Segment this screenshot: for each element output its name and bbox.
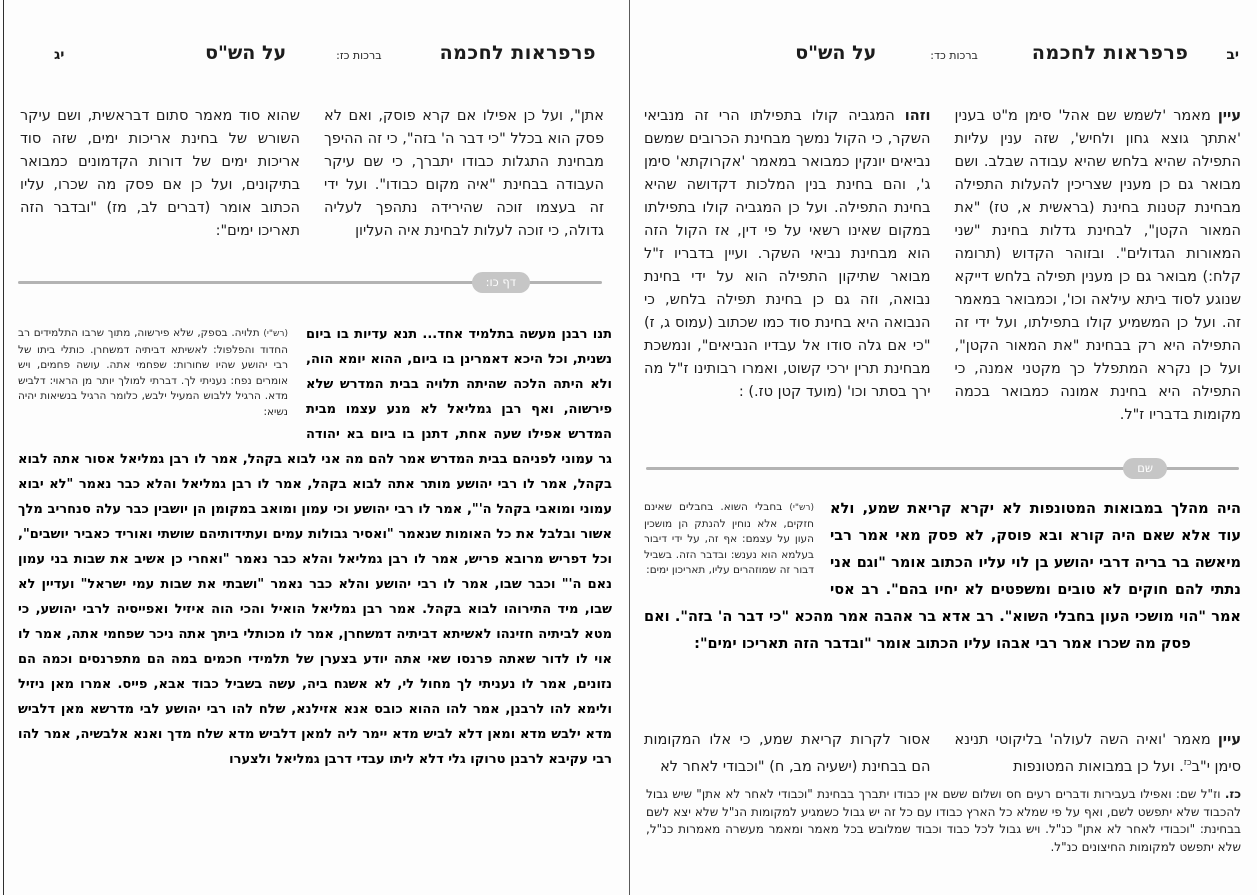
- page-header: [6, 42, 626, 64]
- gemara-section: [18, 322, 612, 772]
- rashi-commentary: [644, 500, 814, 579]
- book-title: פרפראות לחכמה: [1031, 42, 1189, 64]
- commentary-paragraph: [324, 105, 604, 243]
- series-title: על הש"ס: [795, 42, 877, 64]
- rashi-label: (רש"י): [789, 503, 814, 513]
- commentary-paragraph: [20, 105, 300, 243]
- rashi-label: (רש"י): [263, 329, 288, 339]
- commentary-paragraph: [644, 727, 931, 781]
- gemara-text: היה מהלך במבואות המטונפות לא יקרא קריאת שמע, ולא עוד אלא שאם היה קורא ובא פוסק, לא פסק מאי אמר רבי מיאשה בר בריה דרבי יהושע בן לוי עליו הכתוב אומר "וגם אני נתתי להם חוקים לא טובים ומשפטים לא יחיו בהם". רב אסי אמר "הוי מושכי העון בחבלי השוא". רב אדא בר אהבה אמר מהכא "כי דבר ה' בזה". ואם פסק מה שכרו אמר רבי אבהו עליו הכתוב אומר "ובדבר הזה תאריכו ימים":: [644, 501, 1241, 652]
- page-number: יג: [54, 47, 65, 63]
- book-title: פרפראות לחכמה: [439, 42, 596, 64]
- rashi-text: תלויה. בספק, שלא פירשוה, מתוך שרבו התלמידים רב החדוד והפלפול: לאשיתא דביתיה דמשחרן. כותלי ביתו של רבי יהושע שהיו שחורות: שפחמי אתה. עושה פחמים, ויש אומרים נפח: נעניתי לך. דברתי למולך יותר מן הראוי: דלביש מדא. הרגיל ללבוש המעיל ילבש, כלומר הרגיל בנשיאות יהיה נשיא:: [18, 327, 288, 418]
- commentary-paragraph: [955, 105, 1242, 427]
- footnote-number: כז.: [1224, 787, 1241, 801]
- gemara-section: [644, 496, 1241, 658]
- commentary-paragraph: [955, 727, 1242, 781]
- commentary-columns: [644, 712, 1241, 795]
- paragraph-lead-word: עיין: [1217, 107, 1241, 124]
- paragraph-lead-word: וזהו: [904, 107, 931, 124]
- footnote-reference: כז: [1183, 757, 1192, 768]
- paragraph-lead-word: עיין: [1217, 731, 1241, 748]
- paragraph-text: מאמר 'ואיה השה לעולה' בליקוטי תנינא סימן י"ב: [954, 731, 1241, 775]
- rashi-text: בחבלי השוא. בחבלים שאינם חזקים, אלא נוחין להנתק הן מושכין העון על עצמם: אף זה, על ידי דיבור בעלמא הוא נענש: ובדבר הזה. בשביל דבור זה שמוזהרים עליו, תאריכון ימים:: [644, 501, 814, 576]
- page-number: יב: [1226, 47, 1239, 63]
- paragraph-text: . ועל כן במבואות המטונפות: [1013, 758, 1184, 775]
- daf-divider: [18, 272, 602, 294]
- page-left: [6, 0, 626, 895]
- tractate-reference: ברכות כז:: [336, 49, 382, 62]
- paragraph-text: אסור לקרות קריאת שמע, כי אלו המקומות הם בבחינת (ישעיה מב, ח) "וכבודי לאחר לא: [644, 731, 931, 775]
- daf-divider: [646, 458, 1239, 480]
- center-divider-line: [629, 0, 630, 895]
- page-right: [632, 0, 1255, 895]
- daf-label: שם: [1123, 458, 1167, 479]
- paragraph-text: מאמר 'לשמש שם אהל' סימן מ"ט בענין 'אתתך גוצא גחון ולחיש', שזה ענין עליות התפילה שהיא בלחש שהיא עבודה שבלב. ושם מבואר גם כן מענין שצריכין להעלות התפילה מבחינת קטנות בחינת (בראשית א, טז) "את המאור הקטן", לבחינת גדלות בחינת "שני המאורות הגדולים". ובזוהר הקדוש (תרומה קלח:) מבואר גם כן מענין תפילה בלחש דייקא שנוגע לסוד ביתא עילאה וכו', וכמבואר במאמר זה. ועל כן המשמיע קולו בתפילתו, ועל ידי זה התפילה היא רק בבחינת "את המאור הקטן", ועל כן נקרא המתפלל כך מקטני אמנה, כי התפילה היא בחינת אמונה כמבואר בכמה מקומות בדבריו ז"ל.: [954, 107, 1241, 423]
- daf-label: דף כו:: [472, 272, 530, 293]
- page-header: [632, 42, 1255, 64]
- commentary-paragraph: [644, 105, 931, 427]
- rashi-commentary: [18, 326, 288, 420]
- series-title: על הש"ס: [205, 42, 287, 64]
- paragraph-text: המגביה קולו בתפילתו הרי זה מנביאי השקר, כי הקול נמשך מבחינת הכרובים שמשם נביאים יונקין כמבואר במאמר 'אקרוקתא' סימן ג', והם בחינת בנין המלכות דקדושה שהיא בחינת התפילה. ועל כן המגביה קולו בתפילתו במקום שאינו רשאי על פי דין, אז הקול הזה הוא מבחינת נביאי השקר. ועיין בדבריו ז"ל מבואר שתיקון התפילה הוא על ידי בחינת נבואה, וזה גם כן בחינת תפילה בלחש, כי הנבואה היא בחינת סוד כמו שכתוב (עמוס ג, ז) "כי אם גלה סודו אל עבדיו הנביאים", ונמשכת מבחינת תרין ירכי קשוט, ואמרו רבותינו ז"ל מה ירך בסתר וכו' (מועד קטן טז.) :: [644, 107, 931, 400]
- left-edge-line: [3, 0, 4, 895]
- paragraph-text: אתן", ועל כן אפילו אם קרא פוסק, ואם לא פסק הוא בכלל "כי דבר ה' בזה", כי זה ההיפך מבחינת התגלות כבודו יתברך, כי שם עיקר העבודה בבחינת "איה מקום כבודו". ועל ידי זה בעצמו זוכה שהירידה נתהפך לעליה גדולה, כי זוכה לעלות לבחינת איה העליון: [324, 107, 604, 239]
- commentary-columns: [20, 90, 604, 257]
- footnote: [646, 786, 1241, 856]
- paragraph-text: שהוא סוד מאמר סתום דבראשית, ושם עיקר השורש של בחינת אריכות ימים, שזה סוד אריכות ימים של דורות הקדמונים כמבואר בתיקונים, ועל כן אם פסק מה שכרו, עליו הכתוב אומר (דברים לב, מז) "ובדבר הזה תאריכו ימים":: [20, 107, 300, 239]
- gemara-text: תנו רבנן מעשה בתלמיד אחד... תנא עדיות בו ביום נשנית, וכל היכא דאמרינן בו ביום, ההוא יומא הוה, ולא היתה הלכה שהיתה תלויה בבית המדרש שלא פירשוה, ואף רבן גמליאל לא מנע עצמו מבית המדרש אפילו שעה אחת, דתנן בו ביום בא יהודה גר עמוני לפניהם בבית המדרש אמר להם מה אני לבוא בקהל, אמר לו רבן גמליאל אסור אתה לבוא בקהל, אמר לו רבי יהושע מותר אתה לבוא בקהל, אמר לו רבן גמליאל והלא כבר נאמר "לא יבוא עמוני ומואבי בקהל ה'", אמר לו רבי יהושע וכי עמון ומואב במקומן הן יושבין כבר עלה סנחריב מלך אשור ובלבל את כל האומות שנאמר "ואסיר גבולות עמים ועתידותיהם שושתי ואוריד כאביר יושבים", וכל דפריש מרובא פריש, אמר לו רבן גמליאל והלא כבר נאמר "ואחרי כן אשיב את שבות בני עמון נאם ה'" וכבר שבו, אמר לו רבי יהושע והלא כבר נאמר "ושבתי את שבות עמי ישראל" ועדיין לא שבו, מיד התירוהו לבוא בקהל. אמר רבן גמליאל הואיל והכי הוה איזיל ואפייסיה לרבי יהושע, כי מטא לביתיה חזינהו לאשיתא דביתיה דמשחרן, אמר לו מכותלי ביתך אתה ניכר שפחמי אתה, אמר לו אוי לו לדור שאתה פרנסו שאי אתה יודע בצערן של תלמידי חכמים במה הם מתפרנסים וכמה הם נזונים, אמר לו נעניתי לך מחול לי, לא אשגח ביה, עשה בשביל כבוד אבא, פייס. אמרו מאן ניזיל ולימא להו לרבנן, אמר להו ההוא כובס אנא אזילנא, שלח להו רבי יהושע לבי מדרשא מאן דלביש מדא ילבש מדא ומאן דלא לביש מדא יימר ליה למאן דלביש מדא שלח מדך ואנא אלבשיה, אמר להו רבי עקיבא לרבנן טרוקו גלי דלא ליתו עבדי דרבן גמליאל ולצערו: [18, 327, 612, 767]
- footnote-text: וז"ל שם: ואפילו בעבירות ודברים רעים חס ושלום ששם אין כבודו יתברך בבחינת "וכבודי לאחר לא אתן" שיש גבול להכבוד שלא יתפשט לשם, ואף על פי שמלא כל הארץ כבודו עם כל זה יש גבול כשמגיע למקומות הנ"ל שלא יצא לשם בבחינת: "וכבודי לאחר לא אתן" כנ"ל. ויש גבול לכל כבוד וכבוד שמלובש בכל מאמר ומאמר מעשרה מאמרות כנ"ל, שלא יתפשט למקומות החיצונים כנ"ל.: [646, 787, 1241, 854]
- tractate-reference: ברכות כד:: [930, 49, 978, 62]
- commentary-columns: [644, 90, 1241, 441]
